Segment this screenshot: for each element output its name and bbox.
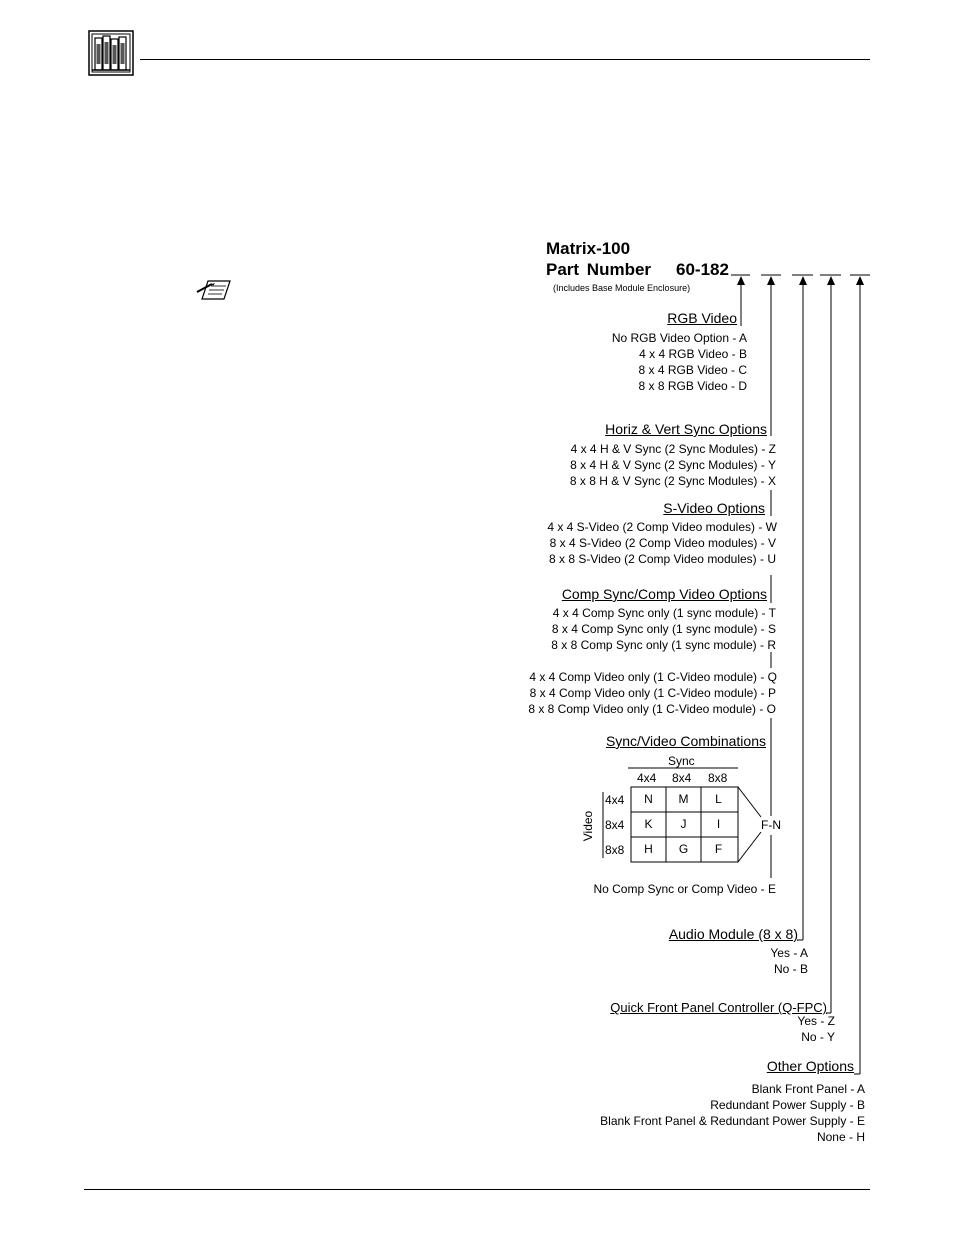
combos-row-header-8x8: 8x8 bbox=[605, 843, 625, 857]
comp-sync-option-s: 8 x 4 Comp Sync only (1 sync module) - S bbox=[551, 622, 776, 636]
model-title: Matrix-100 bbox=[546, 239, 631, 258]
comp-video-option-o: 8 x 8 Comp Video only (1 C-Video module) - O bbox=[528, 702, 776, 716]
other-heading: Other Options bbox=[766, 1058, 854, 1074]
combo-cell-l: L bbox=[715, 792, 722, 806]
hv-sync-option-y: 8 x 4 H & V Sync (2 Sync Modules) - Y bbox=[570, 458, 776, 472]
combo-cell-i: I bbox=[716, 817, 721, 831]
comp-video-option-q: 4 x 4 Comp Video only (1 C-Video module) - Q bbox=[529, 670, 777, 684]
part-number-value: 60-182 bbox=[676, 260, 729, 279]
combo-cell-f: F bbox=[714, 842, 723, 856]
rgb-option-d: 8 x 8 RGB Video - D bbox=[638, 379, 747, 393]
svideo-heading: S-Video Options bbox=[663, 500, 765, 516]
qfpc-option-z: Yes - Z bbox=[797, 1014, 835, 1028]
qfpc-option-y: No - Y bbox=[801, 1030, 835, 1044]
svideo-option-v: 8 x 4 S-Video (2 Comp Video modules) - V bbox=[549, 536, 776, 550]
other-option-e: Blank Front Panel & Redundant Power Supply - E bbox=[600, 1114, 865, 1128]
part-number-label: Part Number bbox=[546, 260, 652, 279]
no-comp-option-e: No Comp Sync or Comp Video - E bbox=[593, 882, 776, 896]
rgb-heading: RGB Video bbox=[667, 310, 737, 326]
rgb-option-b: 4 x 4 RGB Video - B bbox=[639, 347, 747, 361]
includes-note: (Includes Base Module Enclosure) bbox=[553, 283, 691, 293]
combos-sync-label: Sync bbox=[668, 754, 695, 768]
rgb-option-a: No RGB Video Option - A bbox=[611, 331, 747, 345]
hv-sync-option-z: 4 x 4 H & V Sync (2 Sync Modules) - Z bbox=[570, 442, 776, 456]
comp-sync-option-r: 8 x 8 Comp Sync only (1 sync module) - R bbox=[551, 638, 776, 652]
combos-col-header-4x4: 4x4 bbox=[637, 771, 657, 785]
combo-cell-m: M bbox=[678, 792, 689, 806]
other-option-b: Redundant Power Supply - B bbox=[710, 1098, 865, 1112]
combos-video-label: Video bbox=[581, 810, 596, 842]
combos-row-header-8x4: 8x4 bbox=[605, 818, 625, 832]
hv-sync-option-x: 8 x 8 H & V Sync (2 Sync Modules) - X bbox=[569, 474, 776, 488]
svideo-option-w: 4 x 4 S-Video (2 Comp Video modules) - W bbox=[547, 520, 777, 534]
comp-sync-option-t: 4 x 4 Comp Sync only (1 sync module) - T bbox=[552, 606, 776, 620]
comp-heading: Comp Sync/Comp Video Options bbox=[561, 586, 767, 602]
combo-cell-g: G bbox=[678, 842, 689, 856]
combos-heading: Sync/Video Combinations bbox=[605, 733, 766, 749]
combos-col-header-8x8: 8x8 bbox=[708, 771, 728, 785]
combos-row-header-4x4: 4x4 bbox=[605, 793, 625, 807]
rgb-option-c: 8 x 4 RGB Video - C bbox=[638, 363, 747, 377]
audio-option-b: No - B bbox=[773, 962, 808, 976]
other-option-a: Blank Front Panel - A bbox=[751, 1082, 865, 1096]
svideo-option-u: 8 x 8 S-Video (2 Comp Video modules) - U bbox=[549, 552, 776, 566]
combo-cell-j: J bbox=[680, 817, 687, 831]
combos-col-header-8x4: 8x4 bbox=[672, 771, 692, 785]
combo-cell-k: K bbox=[644, 817, 653, 831]
combo-cell-h: H bbox=[644, 842, 653, 856]
combo-cell-n: N bbox=[644, 792, 653, 806]
combos-range-label: F-N bbox=[761, 818, 781, 832]
qfpc-heading: Quick Front Panel Controller (Q-FPC) bbox=[610, 1000, 827, 1015]
audio-option-a: Yes - A bbox=[770, 946, 808, 960]
other-option-h: None - H bbox=[816, 1130, 865, 1144]
comp-video-option-p: 8 x 4 Comp Video only (1 C-Video module) - P bbox=[529, 686, 776, 700]
audio-heading: Audio Module (8 x 8) bbox=[668, 926, 798, 942]
hv-sync-heading: Horiz & Vert Sync Options bbox=[605, 421, 767, 437]
